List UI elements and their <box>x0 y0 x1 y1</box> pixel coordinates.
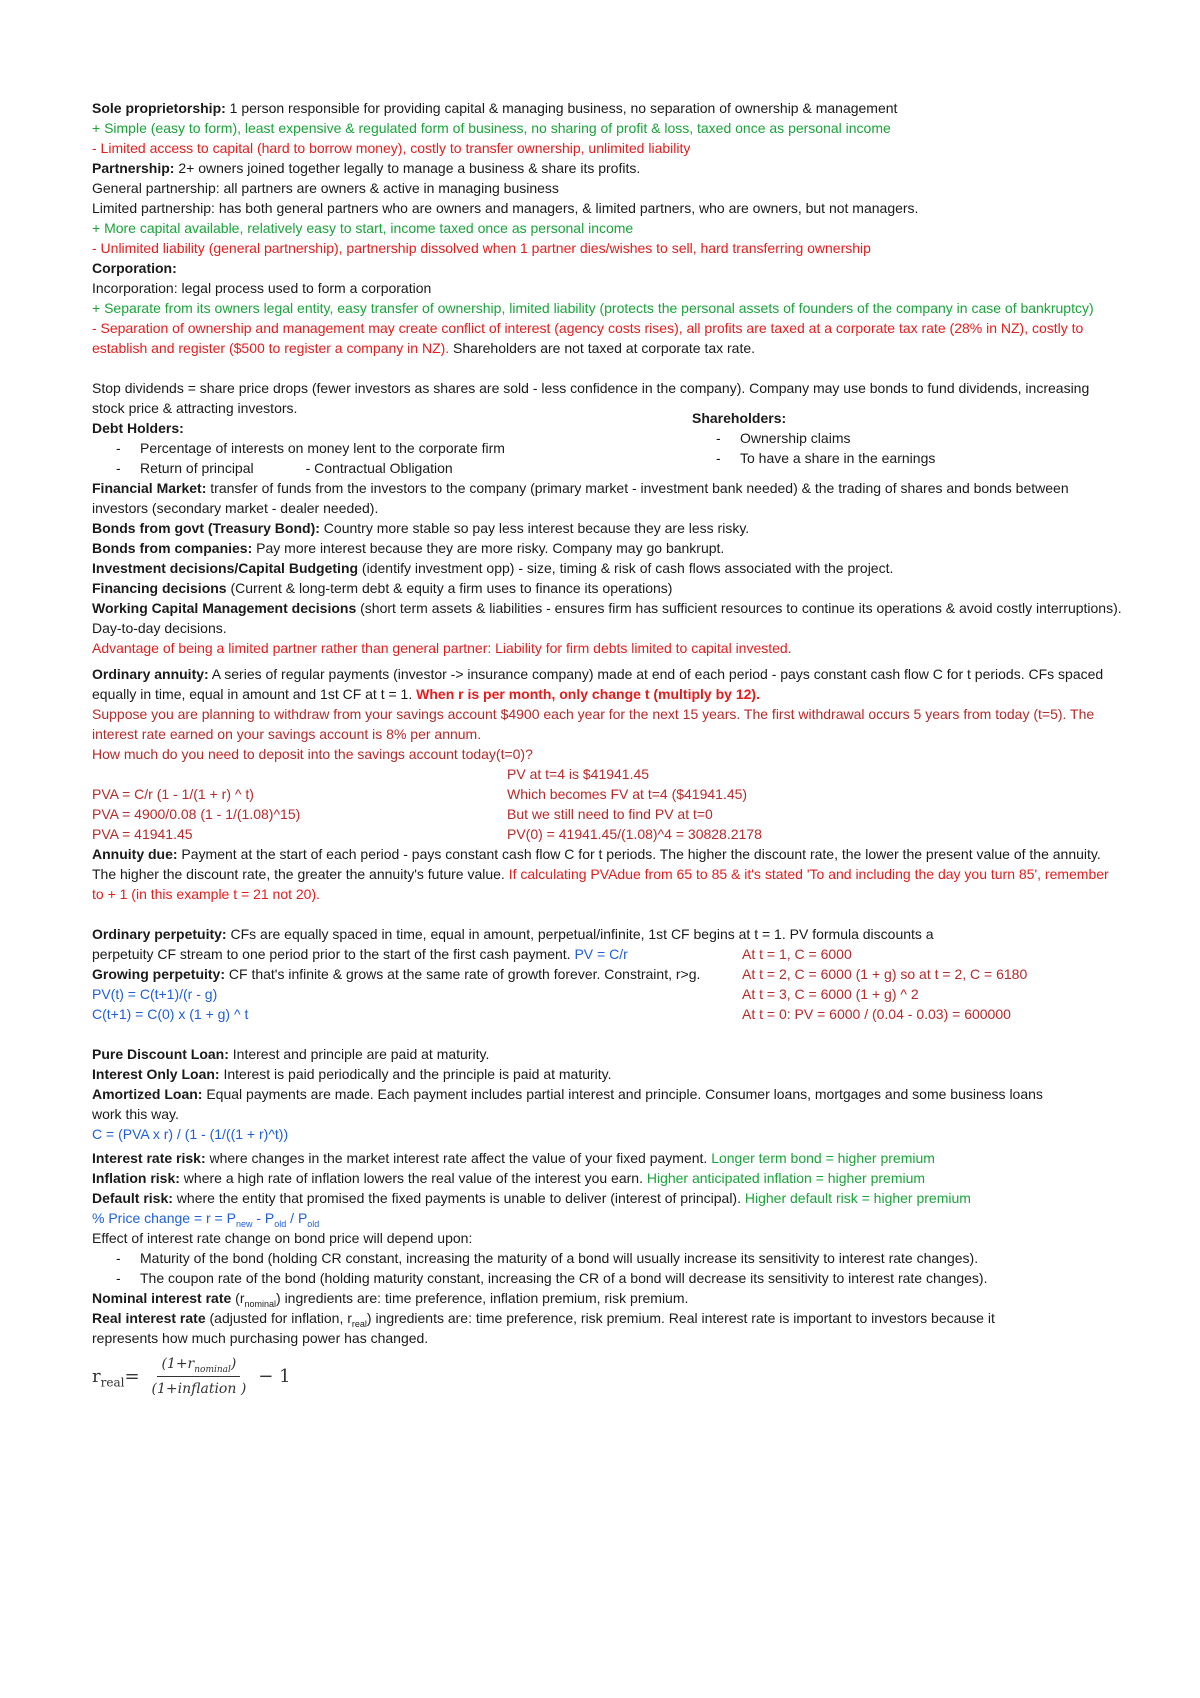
debt-holders <box>92 418 652 478</box>
amortized-loan-desc: Equal payments are made. Each payment includes partial interest and principle. Consumer loans, mortgages and some business loans work this way. <box>92 1086 1043 1122</box>
growing-perpetuity-formula: C(t+1) = C(0) x (1 + g) ^ t <box>92 1006 249 1022</box>
perpetuity-left <box>92 944 742 1024</box>
growing-perpetuity <box>92 964 742 984</box>
num-close: ) <box>230 1356 237 1372</box>
ir-risk-desc: where changes in the market interest rate affect the value of your fixed payment. <box>205 1150 712 1166</box>
pure-loan-desc: Interest and principle are paid at maturity. <box>228 1046 490 1062</box>
real-rate-numerator <box>157 1354 240 1377</box>
real-rate-sub: real <box>100 1375 125 1390</box>
real-rate-formula <box>92 1354 1124 1399</box>
real-rate-lhs <box>92 1365 125 1390</box>
partnership-line <box>92 158 1124 178</box>
investment-decisions <box>92 558 1124 578</box>
sole-pro: + Simple (easy to form), least expensive & regulated form of business, no sharing of profit & loss, taxed once as personal income <box>92 120 891 136</box>
amortized-loan-title: Amortized Loan: <box>92 1086 203 1102</box>
notes-page <box>92 98 1124 1399</box>
shareholders-title: Shareholders: <box>692 410 787 426</box>
holders-block <box>92 410 1124 478</box>
interest-only-loan <box>92 1064 1124 1084</box>
real-sub: real <box>351 1318 367 1329</box>
general-partnership: General partnership: all partners are owners & active in managing business <box>92 180 559 196</box>
annuity-step: But we still need to find PV at t=0 <box>507 806 713 822</box>
bonds-govt-desc: Country more stable so pay less interest because they are less risky. <box>319 520 750 536</box>
perpetuity-step: At t = 1, C = 6000 <box>742 946 852 962</box>
ordinary-perpetuity-cont <box>92 944 742 964</box>
num-text: (1+r <box>161 1356 195 1372</box>
financial-market-title: Financial Market: <box>92 480 207 496</box>
corporation-title: Corporation: <box>92 260 177 276</box>
debt-holders-title: Debt Holders: <box>92 420 184 436</box>
financial-market <box>92 478 1124 518</box>
corporation-pro: + Separate from its owners legal entity, easy transfer of ownership, limited liability (protects the personal assets of founders of the company in case of bankruptcy) <box>92 300 1094 316</box>
inflation-risk-desc: where a high rate of inflation lowers the real value of the interest you earn. <box>179 1170 647 1186</box>
shareholders <box>692 408 1124 478</box>
price-old-sub: old <box>274 1218 287 1229</box>
num-sub: nominal <box>194 1364 231 1375</box>
ordinary-annuity <box>92 664 1124 704</box>
effect-item: - Maturity of the bond (holding CR constant, increasing the maturity of a bond will usually increase its sensitivity to interest rate changes). <box>92 1248 1124 1268</box>
annuity-example: Suppose you are planning to withdraw from your savings account $4900 each year for the next 15 years. The first withdrawal occurs 5 years from today (t=5). The interest rate earned on your savings account is 8% per annum. <box>92 706 1095 742</box>
annuity-step: Which becomes FV at t=4 ($41941.45) <box>507 786 748 802</box>
price-new-sub: new <box>235 1218 253 1229</box>
real-rate-fraction <box>148 1354 251 1399</box>
ordinary-annuity-desc: A series of regular payments (investor -> insurance company) made at end of each period - pays constant cash flow C for t periods. CFs spaced equally in time, equal in amount and 1st CF at t = 1. <box>92 666 1104 702</box>
annuity-workings-right <box>507 764 1124 844</box>
inflation-risk <box>92 1168 1124 1188</box>
bonds-govt <box>92 518 1124 538</box>
debt-holders-item <box>92 458 652 478</box>
real-rate-r: r <box>92 1365 101 1387</box>
annuity-due-title: Annuity due: <box>92 846 178 862</box>
real-title: Real interest rate <box>92 1310 206 1326</box>
annuity-step: PV at t=4 is $41941.45 <box>507 766 650 782</box>
financing-title: Financing decisions <box>92 580 227 596</box>
ordinary-perpetuity-title: Ordinary perpetuity: <box>92 926 227 942</box>
working-capital <box>92 598 1124 638</box>
ir-risk-title: Interest rate risk: <box>92 1150 206 1166</box>
investment-title: Investment decisions/Capital Budgeting <box>92 560 359 576</box>
ordinary-perpetuity-desc: CFs are equally spaced in time, equal in amount, perpetual/infinite, 1st CF begins at t = 1. PV formula discounts a <box>226 926 934 942</box>
annuity-step: PVA = C/r (1 - 1/(1 + r) ^ t) <box>92 786 254 802</box>
growing-perpetuity-desc: CF that's infinite & grows at the same rate of growth forever. Constraint, r>g. <box>225 966 701 982</box>
annuity-due-note: If calculating PVAdue from 65 to 85 & it's stated 'To and including the day you turn 85', remember to + 1 (in this example t = 21 not 20). <box>92 866 1109 902</box>
working-capital-title: Working Capital Management decisions <box>92 600 357 616</box>
annuity-step: PVA = 41941.45 <box>92 826 193 842</box>
default-risk <box>92 1188 1124 1208</box>
shareholders-item: - Ownership claims <box>692 428 1124 448</box>
shareholders-item: - To have a share in the earnings <box>692 448 1124 468</box>
limited-partnership: Limited partnership: has both general partners who are owners and managers, & limited partners, who are owners, but not managers. <box>92 200 919 216</box>
corporation-con: - Separation of ownership and management may create conflict of interest (agency costs rises), all profits are taxed at a corporate tax rate (28% in NZ), costly to establish and register ($500 to register a company in NZ). <box>92 320 1084 356</box>
debt-holders-item: - Percentage of interests on money lent to the corporate firm <box>92 438 652 458</box>
working-capital-desc: (short term assets & liabilities - ensures firm has sufficient resources to continue its operations & avoid costly interruptions). Day-to-day decisions. <box>92 600 1122 636</box>
corporation-note: Shareholders are not taxed at corporate tax rate. <box>449 340 756 356</box>
bonds-companies-title: Bonds from companies: <box>92 540 253 556</box>
perpetuity-right <box>742 944 1124 1024</box>
ordinary-annuity-note: When r is per month, only change t (multiply by 12). <box>416 686 760 702</box>
price-change-label: % Price change = r = P <box>92 1210 236 1226</box>
investment-desc: (identify investment opp) - size, timing & risk of cash flows associated with the project. <box>358 560 894 576</box>
ordinary-perpetuity-desc2: perpetuity CF stream to one period prior to the start of the first cash payment. <box>92 946 575 962</box>
perpetuity-formula: PV = C/r <box>574 946 628 962</box>
sole-title: Sole proprietorship: <box>92 100 226 116</box>
amortized-loan-formula: C = (PVA x r) / (1 - (1/((1 + r)^t)) <box>92 1126 289 1142</box>
annuity-due <box>92 844 1124 904</box>
return-of-principal: Return of principal <box>140 460 254 476</box>
nominal-sub: nominal <box>244 1298 277 1309</box>
default-risk-note: Higher default risk = higher premium <box>744 1190 971 1206</box>
annuity-due-desc: Payment at the start of each period - pays constant cash flow C for t periods. The higher the discount rate, the lower the present value of the annuity. The higher the discount rate, the greater the annuity's future value. <box>92 846 1101 882</box>
limited-partner-advantage: Advantage of being a limited partner rather than general partner: Liability for firm debts limited to capital invested. <box>92 640 792 656</box>
price-change-minus: - P <box>252 1210 275 1226</box>
annuity-workings <box>92 764 1124 844</box>
growing-perpetuity-formula: PV(t) = C(t+1)/(r - g) <box>92 986 218 1002</box>
sole-desc: 1 person responsible for providing capital & managing business, no separation of ownership & management <box>225 100 898 116</box>
annuity-example-question: How much do you need to deposit into the savings account today(t=0)? <box>92 746 533 762</box>
ir-risk-note: Longer term bond = higher premium <box>711 1150 935 1166</box>
ordinary-annuity-title: Ordinary annuity: <box>92 666 209 682</box>
perpetuity-step: At t = 2, C = 6000 (1 + g) so at t = 2, C = 6180 <box>742 966 1028 982</box>
partnership-con: - Unlimited liability (general partnership), partnership dissolved when 1 partner dies/wishes to sell, hard transferring ownership <box>92 240 871 256</box>
real-rate-minus-one: − 1 <box>258 1365 291 1387</box>
nominal-rest: ) ingredients are: time preference, inflation premium, risk premium. <box>276 1290 689 1306</box>
incorporation: Incorporation: legal process used to form a corporation <box>92 280 432 296</box>
real-rest: ) ingredients are: time preference, risk premium. Real interest rate is important to investors because it represents how much purchasing power has changed. <box>92 1310 995 1346</box>
annuity-step: PVA = 4900/0.08 (1 - 1/(1.08)^15) <box>92 806 301 822</box>
price-old-sub: old <box>307 1218 320 1229</box>
financial-market-desc: transfer of funds from the investors to the company (primary market - investment bank needed) & the trading of shares and bonds between investors (secondary market - dealer needed). <box>92 480 1069 516</box>
financing-decisions <box>92 578 1124 598</box>
bonds-govt-title: Bonds from govt (Treasury Bond): <box>92 520 320 536</box>
sole-con: - Limited access to capital (hard to borrow money), costly to transfer ownership, unlimited liability <box>92 140 691 156</box>
real-interest-rate <box>92 1308 1124 1348</box>
annuity-step: PV(0) = 41941.45/(1.08)^4 = 30828.2178 <box>507 826 762 842</box>
sole-proprietorship-line <box>92 98 1124 118</box>
corporation-con-line <box>92 318 1124 358</box>
inflation-risk-note: Higher anticipated inflation = higher premium <box>646 1170 926 1186</box>
inflation-risk-title: Inflation risk: <box>92 1170 180 1186</box>
partnership-desc: 2+ owners joined together legally to manage a business & share its profits. <box>174 160 641 176</box>
interest-loan-desc: Interest is paid periodically and the principle is paid at maturity. <box>219 1066 612 1082</box>
ordinary-perpetuity <box>92 924 1124 944</box>
amortized-loan <box>92 1084 1124 1124</box>
perpetuity-block <box>92 944 1124 1024</box>
annuity-workings-left <box>92 764 507 844</box>
nominal-open: (r <box>231 1290 245 1306</box>
partnership-pro: + More capital available, relatively easy to start, income taxed once as personal income <box>92 220 634 236</box>
contractual-obligation: - Contractual Obligation <box>305 460 453 476</box>
interest-rate-risk <box>92 1148 1124 1168</box>
pure-discount-loan <box>92 1044 1124 1064</box>
perpetuity-step: At t = 3, C = 6000 (1 + g) ^ 2 <box>742 986 919 1002</box>
financing-desc: (Current & long-term debt & equity a firm uses to finance its operations) <box>226 580 673 596</box>
real-rate-equals: = <box>124 1365 140 1387</box>
default-risk-title: Default risk: <box>92 1190 173 1206</box>
default-risk-desc: where the entity that promised the fixed payments is unable to deliver (interest of principal). <box>172 1190 745 1206</box>
perpetuity-step: At t = 0: PV = 6000 / (0.04 - 0.03) = 600000 <box>742 1006 1011 1022</box>
bonds-companies <box>92 538 1124 558</box>
nominal-interest-rate <box>92 1288 1124 1308</box>
effect-title: Effect of interest rate change on bond price will depend upon: <box>92 1230 473 1246</box>
bonds-companies-desc: Pay more interest because they are more risky. Company may go bankrupt. <box>252 540 725 556</box>
effect-item: - The coupon rate of the bond (holding maturity constant, increasing the CR of a bond will decrease its sensitivity to interest rate changes). <box>92 1268 1124 1288</box>
real-open: (adjusted for inflation, r <box>205 1310 352 1326</box>
price-change-formula <box>92 1208 1124 1228</box>
nominal-title: Nominal interest rate <box>92 1290 232 1306</box>
real-rate-denominator: (1+inflation ) <box>151 1381 247 1397</box>
pure-loan-title: Pure Discount Loan: <box>92 1046 229 1062</box>
partnership-title: Partnership: <box>92 160 175 176</box>
price-change-slash: / P <box>286 1210 308 1226</box>
dividends-note: Stop dividends = share price drops (fewer investors as shares are sold - less confidence in the company). Company may use bonds to fund dividends, increasing stock price & attracting investors. <box>92 380 1090 416</box>
interest-loan-title: Interest Only Loan: <box>92 1066 220 1082</box>
growing-perpetuity-title: Growing perpetuity: <box>92 966 225 982</box>
